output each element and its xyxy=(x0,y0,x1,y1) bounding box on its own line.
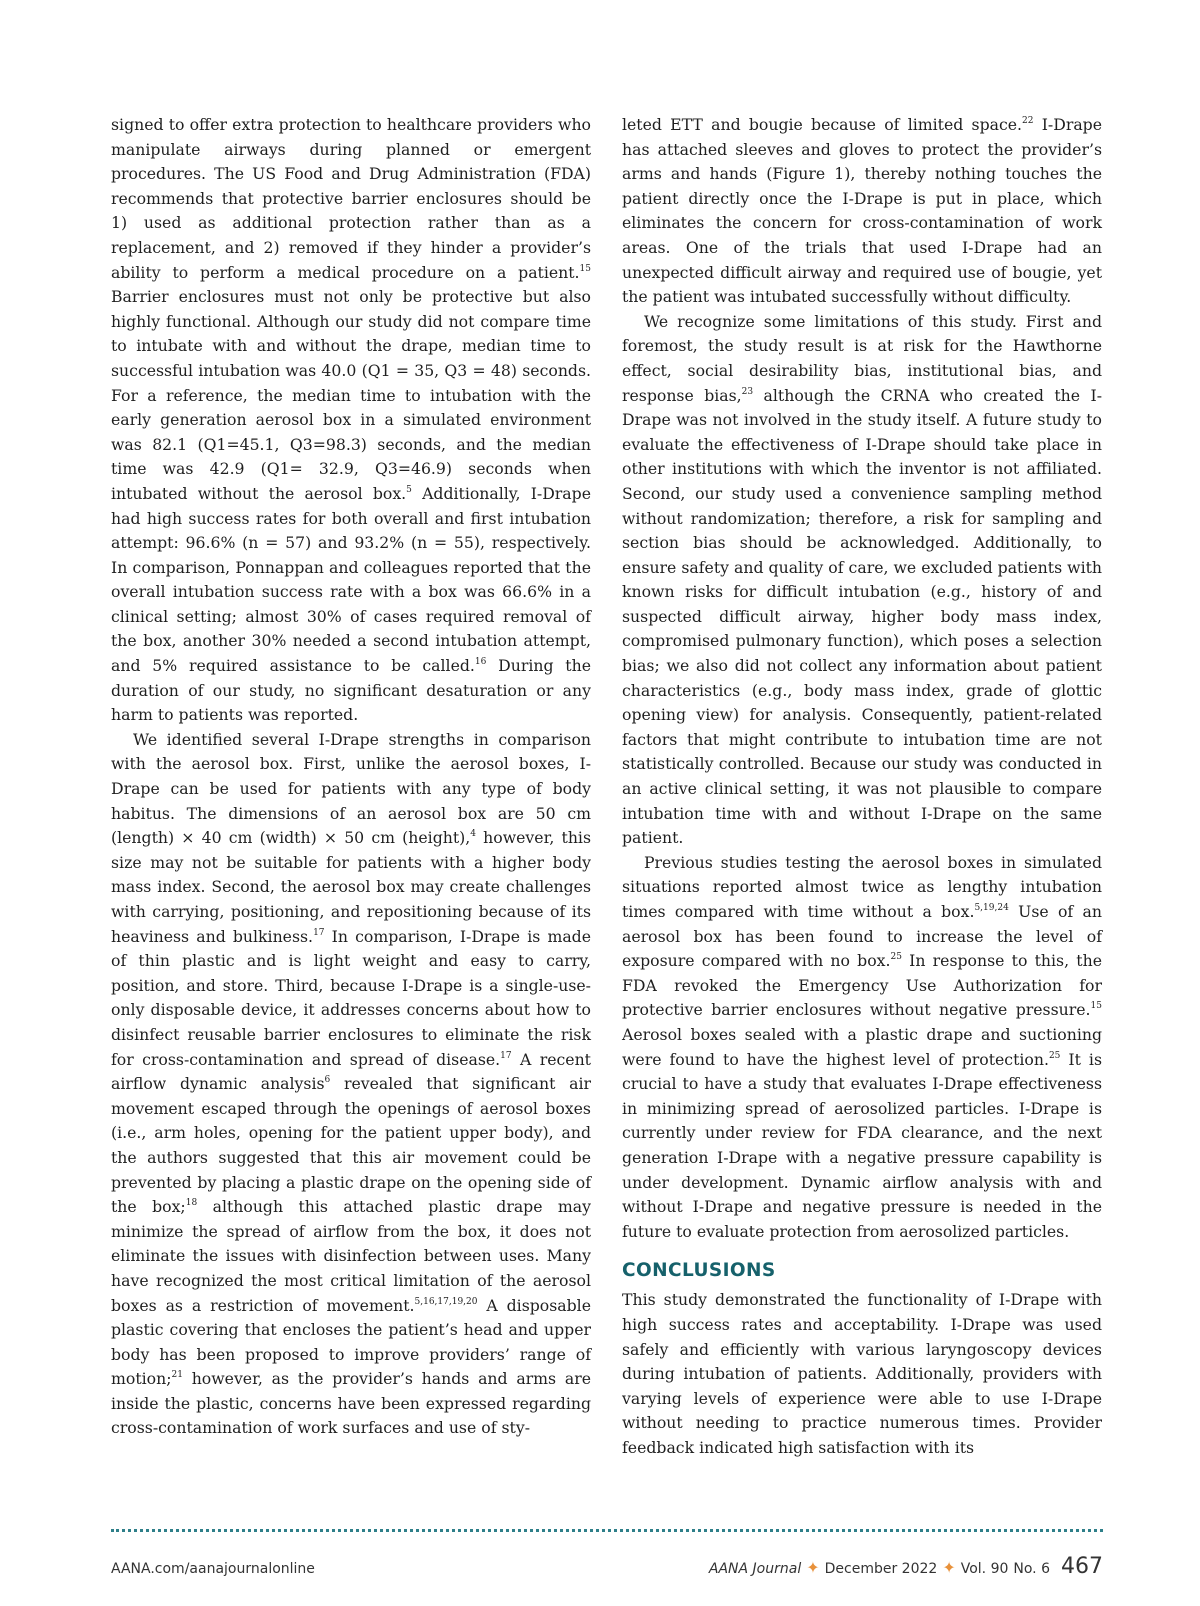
citation: 15 xyxy=(579,263,591,274)
citation: 5,19,24 xyxy=(974,903,1009,913)
citation: 5,16,17,19,20 xyxy=(414,1296,478,1307)
citation: 21 xyxy=(171,1370,183,1381)
citation: 6 xyxy=(324,1075,331,1086)
citation: 22 xyxy=(1022,116,1034,126)
left-column xyxy=(111,113,591,1441)
citation: 17 xyxy=(313,927,325,938)
paragraph: leted ETT and bougie because of limited space.$^{22}$ I-Drape has attached sleeves and gloves to protect the provider’s arms and hands (Figure 1), thereby nothing touches the patient directly once the I-Drape is put in place, which eliminates the concern for cross-contamination of work areas. One of the trials that used I-Drape had an unexpected difficult airway and required use of bougie, yet the patient was intubated successfully without difficulty. xyxy=(622,115,1102,307)
footer-citation xyxy=(709,1554,1103,1579)
diamond-icon: ✦ xyxy=(806,1558,820,1577)
paragraph: This study demonstrated the functionality of I-Drape with high success rates and acceptability. I-Drape was used safely and efficiently with various laryngoscopy devices during intubation of patients. Additionally, providers with varying levels of experience were able to use I-Drape without needing to practice numerous times. Provider feedback indicated high satisfaction with its xyxy=(622,1290,1102,1457)
paragraph: We identified several I-Drape strengths in comparison with the aerosol box. First, unlike the aerosol boxes, I-Drape can be used for patients with any type of body habitus. The dimensions of an aerosol box are 50 cm (length) × 40 cm (width) × 50 cm (height),$^4$ however, this size may not be suitable for patients with a higher body mass index. Second, the aerosol box may create challenges with carrying, positioning, and repositioning because of its heaviness and bulkiness.$^{17}$ In comparison, I-Drape is made of thin plastic and is light weight and easy to carry, position, and store. Third, because I-Drape is a single-use-only disposable device, it addresses concerns about how to disinfect reusable barrier enclosures to eliminate the risk for cross-contamination and spread of disease.$^{17}$ A recent airflow dynamic analysis$^6$ revealed that significant air movement escaped through the openings of aerosol boxes (i.e., arm holes, opening for the patient upper body), and the authors suggested that this air movement could be prevented by placing a plastic drape on the opening side of the box;$^{18}$ although this attached plastic drape may minimize the spread of airflow from the box, it does not eliminate the issues with disinfection between uses. Many have recognized the most critical limitation of the aerosol boxes as a restriction of movement.$^{5,16,17,19,20}$ A disposable plastic covering that encloses the patient’s head and upper body has been proposed to improve providers’ range of motion;$^{21}$ however, as the provider’s hands and arms are inside the plastic, concerns have been expressed regarding cross-contamination of work surfaces and use of sty- xyxy=(111,729,592,1438)
volume: Vol. 90 xyxy=(960,1561,1009,1577)
journal-name: AANA Journal xyxy=(708,1561,802,1577)
citation: 15 xyxy=(1090,1001,1102,1012)
issue-number: No. 6 xyxy=(1013,1561,1050,1577)
footer-divider xyxy=(111,1529,1103,1532)
citation: 23 xyxy=(741,386,754,397)
citation: 16 xyxy=(474,657,487,668)
citation: 25 xyxy=(1048,1050,1061,1061)
citation: 25 xyxy=(890,952,902,963)
citation: 17 xyxy=(500,1050,512,1061)
page-footer xyxy=(111,1554,1103,1579)
issue-date: December 2022 xyxy=(824,1561,938,1577)
diamond-icon: ✦ xyxy=(942,1558,956,1577)
section-heading-conclusions: CONCLUSIONS xyxy=(622,1260,776,1282)
journal-url-link[interactable]: AANA.com/aanajournalonline xyxy=(111,1561,315,1577)
citation: 18 xyxy=(185,1198,198,1209)
right-column xyxy=(622,113,1102,1460)
paragraph: We recognize some limitations of this study. First and foremost, the study result is at risk for the Hawthorne effect, social desirability bias, institutional bias, and response bias,$^{23}$ although the CRNA who created the I-Drape was not involved in the study itself. A future study to evaluate the effectiveness of I-Drape should take place in other institutions with which the inventor is not affiliated. Second, our study used a convenience sampling method without randomization; therefore, a risk for sampling and section bias should be acknowledged. Additionally, to ensure safety and quality of care, we excluded patients with known risks for difficult intubation (e.g., history of and suspected difficult airway, higher body mass index, compromised pulmonary function), which poses a selection bias; we also did not collect any information about patient characteristics (e.g., body mass index, grade of glottic opening view) for analysis. Consequently, patient-related factors that might contribute to intubation time are not statistically controlled. Because our study was conducted in an active clinical setting, it was not plausible to compare intubation time with and without I-Drape on the same patient. xyxy=(622,311,1102,848)
paragraph: signed to offer extra protection to healthcare providers who manipulate airways during planned or emergent procedures. The US Food and Drug Administration (FDA) recommends that protective barrier enclosures should be 1) used as additional protection rather than as a replacement, and 2) removed if they hinder a provider’s ability to perform a medical procedure on a patient.$^{15}$ Barrier enclosures must not only be protective but also highly functional. Although our study did not compare time to intubate with and without the drape, median time to successful intubation was 40.0 (Q1 = 35, Q3 = 48) seconds. For a reference, the median time to intubation with the early generation aerosol box in a simulated environment was 82.1 (Q1=45.1, Q3=98.3) seconds, and the median time was 42.9 (Q1= 32.9, Q3=46.9) seconds when intubated without the aerosol box.$^5$ Additionally, I-Drape had high success rates for both overall and first intubation attempt: 96.6% (n = 57) and 93.2% (n = 55), respectively. In comparison, Ponnappan and colleagues reported that the overall intubation success rate with a box was 66.6% in a clinical setting; almost 30% of cases required removal of the box, another 30% needed a second intubation attempt, and 5% required assistance to be called.$^{16}$ During the duration of our study, no significant desaturation or any harm to patients was reported. xyxy=(111,115,591,725)
citation: 4 xyxy=(470,829,476,840)
paragraph: Previous studies testing the aerosol boxes in simulated situations reported almost twice as lengthy intubation times compared with time without a box.$^{5,19,24}$ Use of an aerosol box has been found to increase the level of exposure compared with no box.$^{25}$ In response to this, the FDA revoked the Emergency Use Authorization for protective barrier enclosures without negative pressure.$^{15}$ Aerosol boxes sealed with a plastic drape and suctioning were found to have the highest level of protection.$^{25}$ It is crucial to have a study that evaluates I-Drape effectiveness in minimizing spread of aerosolized particles. I-Drape is currently under review for FDA clearance, and the next generation I-Drape with a negative pressure capability is under development. Dynamic airflow analysis with and without I-Drape and negative pressure is needed in the future to evaluate protection from aerosolized particles. xyxy=(622,852,1102,1241)
page-number: 467 xyxy=(1061,1554,1103,1579)
citation: 5 xyxy=(406,484,412,495)
